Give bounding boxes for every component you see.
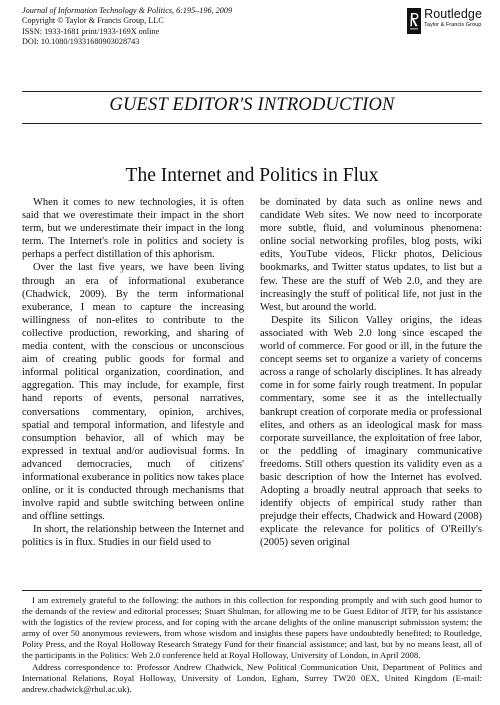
body-paragraph: be dominated by data such as online news and candidate Web sites. We now need to incorporate more subtle, fluid, and voluminous phenomena: online social networking profiles, blog posts, wiki edits, YouTube videos, Flickr photos, Delicious bookmarks, and Twitter status updates, to list but a few. These are the stuff of Web 2.0, and they are increasingly the stuff of political life, not just in the West, but around the world. <box>260 197 482 313</box>
publisher-name: Routledge <box>424 7 482 21</box>
section-heading: GUEST EDITOR'S INTRODUCTION <box>109 95 395 115</box>
section-rule-bottom <box>22 123 482 124</box>
issn-line: ISSN: 1933-1681 print/1933-169X online <box>22 26 160 36</box>
body-column-left <box>22 196 244 550</box>
article-title: The Internet and Politics in Flux <box>125 165 379 186</box>
body-paragraph: Despite its Silicon Valley origins, the ideas associated with Web 2.0 long since escaped the world of commerce. For good or ill, in the future the concept seems set to organize a variety of concerns across a range of scholarly disciplines. It has already come in for some fairly rough treatment. In popular commentary, some see it as the intellectually bankrupt creation of corporate media or professional elites, and others as an ideological mask for mass corporate surveillance, the exploitation of free labor, or the peddling of imaginary communicative freedoms. Still others question its validity even as a basic description of how the Internet has evolved. Adopting a broadly neutral approach that seeks to identify objects of empirical study rather than prejudge their effects, Chadwick and Howard (2008) explicate the relevance for politics of O'Reilly's (2005) seven original <box>260 314 482 549</box>
publisher-tagline: Taylor & Francis Group <box>424 21 482 28</box>
routledge-r-logo-icon <box>407 8 421 34</box>
body-paragraph: In short, the relationship between the Internet and politics is in flux. Studies in our field used to <box>22 524 244 549</box>
footnote <box>22 595 482 695</box>
body-paragraph: When it comes to new technologies, it is often said that we overestimate their impact in the short term, but we underestimate their impact in the long term. The Internet's role in politics and society is perhaps a perfect distillation of this aphorism. <box>22 197 244 261</box>
section-rule-top <box>22 91 482 92</box>
journal-citation: Journal of Information Technology & Politics, 6:195–196, 2009 <box>22 6 233 15</box>
doi-line: DOI: 10.1080/19331680903028743 <box>22 37 140 47</box>
page-header <box>22 6 482 58</box>
acknowledgements: I am extremely grateful to the following: the authors in this collection for responding promptly and with such good humor to the demands of the review and editorial processes; Stuart Shulman, for allowing me to be Guest Editor of JITP, for his assistance with the logistics of the review process, and for coping with the arcane delights of the online manuscript submission system; the army of over 50 anonymous reviewers, from whose wisdom and insights these papers have undoubtedly benefited; to Routledge, Polity Press, and the Royal Holloway Research Strategy Fund for their financial assistance; and last, but by no means least, all of the participants in the Politics: Web 2.0 conference held at Royal Holloway, University of London, in April 2008. <box>22 595 482 661</box>
publication-metadata <box>22 6 232 48</box>
footnote-rule <box>22 590 482 591</box>
body-column-right <box>260 196 482 550</box>
correspondence-address: Address correspondence to: Professor Andrew Chadwick, New Political Communication Unit, Department of Politics and International Relations, Royal Holloway, University of London, Egham, Surrey TW20 0EX, United Kingdom (E-mail: andrew.chadwick@rhul.ac.uk). <box>22 661 482 694</box>
copyright-line: Copyright © Taylor & Francis Group, LLC <box>22 16 164 26</box>
body-paragraph: Over the last five years, we have been living through an era of informational exuberance (Chadwick, 2009). By the term informational exuberance, I mean to capture the increasing willingness of non-elites to contribute to the collective production, reworking, and sharing of media content, with the conscious or unconscious aim of creating public goods for formal and informal political organization, coordination, and aggregation. This may include, for example, first hand reports of events, personal narratives, conversations commentary, opinion, archives, spatial and temporal information, and lifestyle and consumption behavior, all of which may be expressed in textual and/or audiovisual forms. In advanced democracies, much of citizens' informational exuberance in politics now takes place online, or it is conducted through mechanisms that involve rapid and subtle switching between online and offline settings. <box>22 262 244 523</box>
publisher-logo <box>407 8 482 34</box>
